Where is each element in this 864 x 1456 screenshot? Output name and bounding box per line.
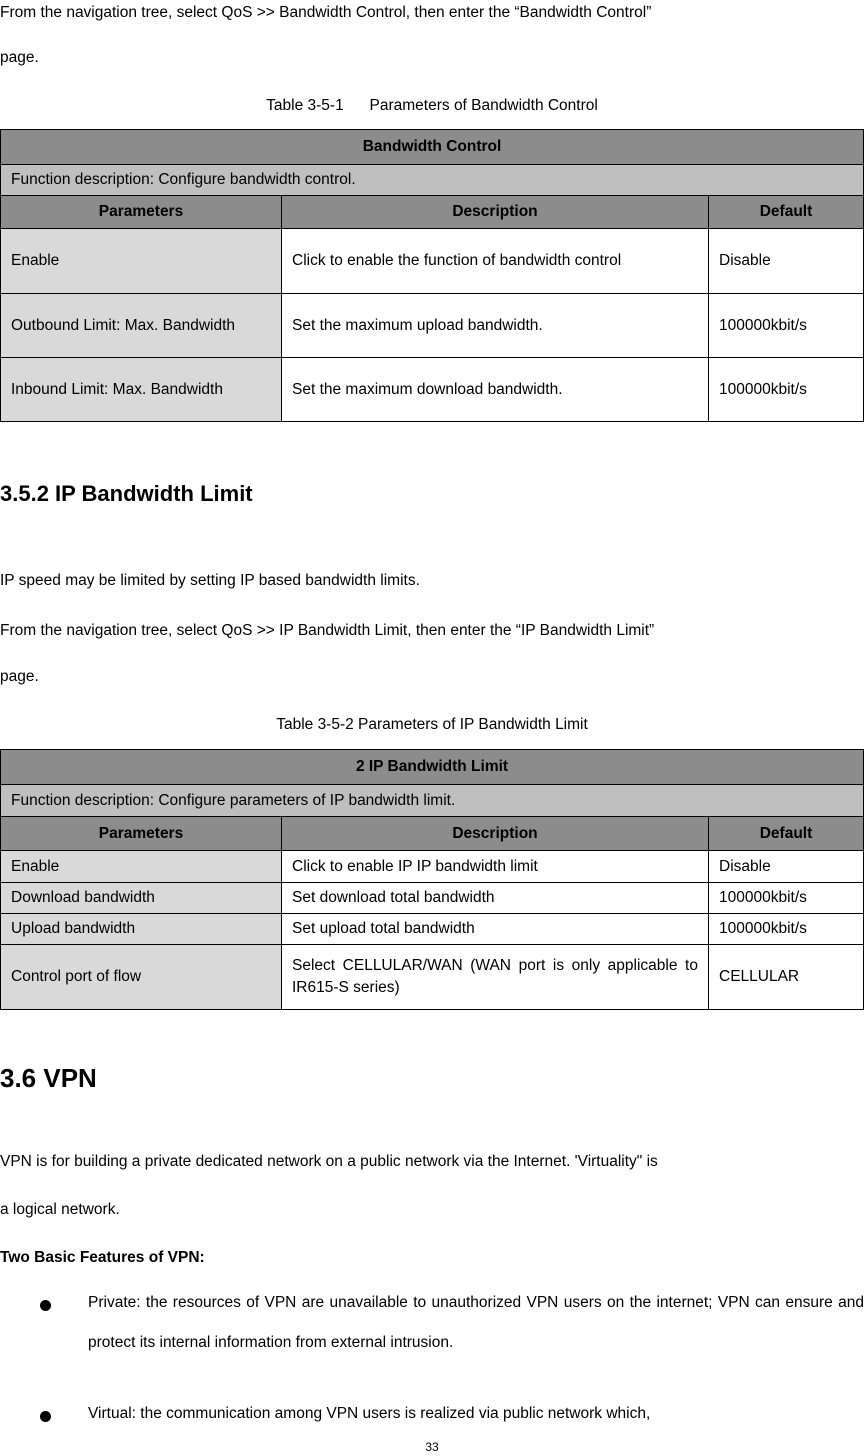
table-row (1, 851, 864, 883)
table1-default-cell: 100000kbit/s (709, 294, 864, 358)
bullet-text: Private: the resources of VPN are unavailable to unauthorized VPN users on the internet; VPN can ensure and protect its internal information from external intrusion. (88, 1294, 864, 1351)
table1-param-cell: Enable (1, 229, 282, 294)
vpn-features-title: Two Basic Features of VPN: (0, 1249, 205, 1266)
section-3-5-2-para-2-line-2: page. (0, 668, 39, 685)
table-row (1, 883, 864, 914)
table2-caption: Table 3-5-2 Parameters of IP Bandwidth Limit (276, 716, 588, 733)
section-heading-3-5-2: 3.5.2 IP Bandwidth Limit (0, 481, 253, 506)
table1-default-cell: Disable (709, 229, 864, 294)
table-row (1, 229, 864, 294)
table2-header-parameters: Parameters (1, 817, 282, 851)
table1-header-description: Description (282, 196, 709, 229)
table2-default-cell: 100000kbit/s (709, 883, 864, 914)
table2-title: 2 IP Bandwidth Limit (1, 750, 864, 785)
table1-param-cell: Outbound Limit: Max. Bandwidth (1, 294, 282, 358)
table2-param-cell: Enable (1, 851, 282, 883)
table-row (1, 294, 864, 358)
table1-header-parameters: Parameters (1, 196, 282, 229)
table1-description-cell: Set the maximum upload bandwidth. (282, 294, 709, 358)
table2-description-cell: Select CELLULAR/WAN (WAN port is only applicable to IR615-S series) (282, 945, 709, 1010)
section-3-6-para-1-line-2: a logical network. (0, 1201, 120, 1218)
bullet-dot-icon (40, 1300, 51, 1311)
table-row (1, 945, 864, 1010)
intro-line-2: page. (0, 49, 39, 66)
table2-header-default: Default (709, 817, 864, 851)
table1-param-cell: Inbound Limit: Max. Bandwidth (1, 358, 282, 422)
table1-default-cell: 100000kbit/s (709, 358, 864, 422)
bullet-dot-icon (40, 1411, 51, 1422)
section-3-5-2-para-1: IP speed may be limited by setting IP based bandwidth limits. (0, 572, 420, 589)
table2-param-cell: Upload bandwidth (1, 914, 282, 945)
section-3-5-2-para-2-line-1: From the navigation tree, select QoS >> IP Bandwidth Limit, then enter the “IP Bandwidth Limit” (0, 622, 655, 639)
table2-description-cell: Set download total bandwidth (282, 883, 709, 914)
table2-default-cell: 100000kbit/s (709, 914, 864, 945)
table2-function-description: Function description: Configure parameters of IP bandwidth limit. (1, 785, 864, 817)
table2-default-cell: Disable (709, 851, 864, 883)
table2-description-cell: Set upload total bandwidth (282, 914, 709, 945)
bullet-text: Virtual: the communication among VPN users is realized via public network which, (88, 1405, 651, 1422)
table2-param-cell: Control port of flow (1, 945, 282, 1010)
table1-description-cell: Click to enable the function of bandwidth control (282, 229, 709, 294)
intro-line-1: From the navigation tree, select QoS >> Bandwidth Control, then enter the “Bandwidth Control” (0, 4, 652, 21)
table1-caption: Table 3-5-1 Parameters of Bandwidth Control (266, 97, 598, 114)
table2-header-description: Description (282, 817, 709, 851)
section-heading-3-6: 3.6 VPN (0, 1063, 97, 1093)
table-bandwidth-control (0, 129, 864, 422)
table1-title: Bandwidth Control (1, 130, 864, 165)
table2-param-cell: Download bandwidth (1, 883, 282, 914)
section-3-6-para-1-line-1: VPN is for building a private dedicated network on a public network via the Internet. 'Virtuality" is (0, 1153, 658, 1170)
table-row (1, 914, 864, 945)
table1-description-cell: Set the maximum download bandwidth. (282, 358, 709, 422)
page-number: 33 (425, 1440, 439, 1454)
table1-header-default: Default (709, 196, 864, 229)
table2-description-cell: Click to enable IP IP bandwidth limit (282, 851, 709, 883)
table-ip-bandwidth-limit (0, 749, 864, 1010)
table2-default-cell: CELLULAR (709, 945, 864, 1010)
table1-function-description: Function description: Configure bandwidth control. (1, 165, 864, 196)
table-row (1, 358, 864, 422)
